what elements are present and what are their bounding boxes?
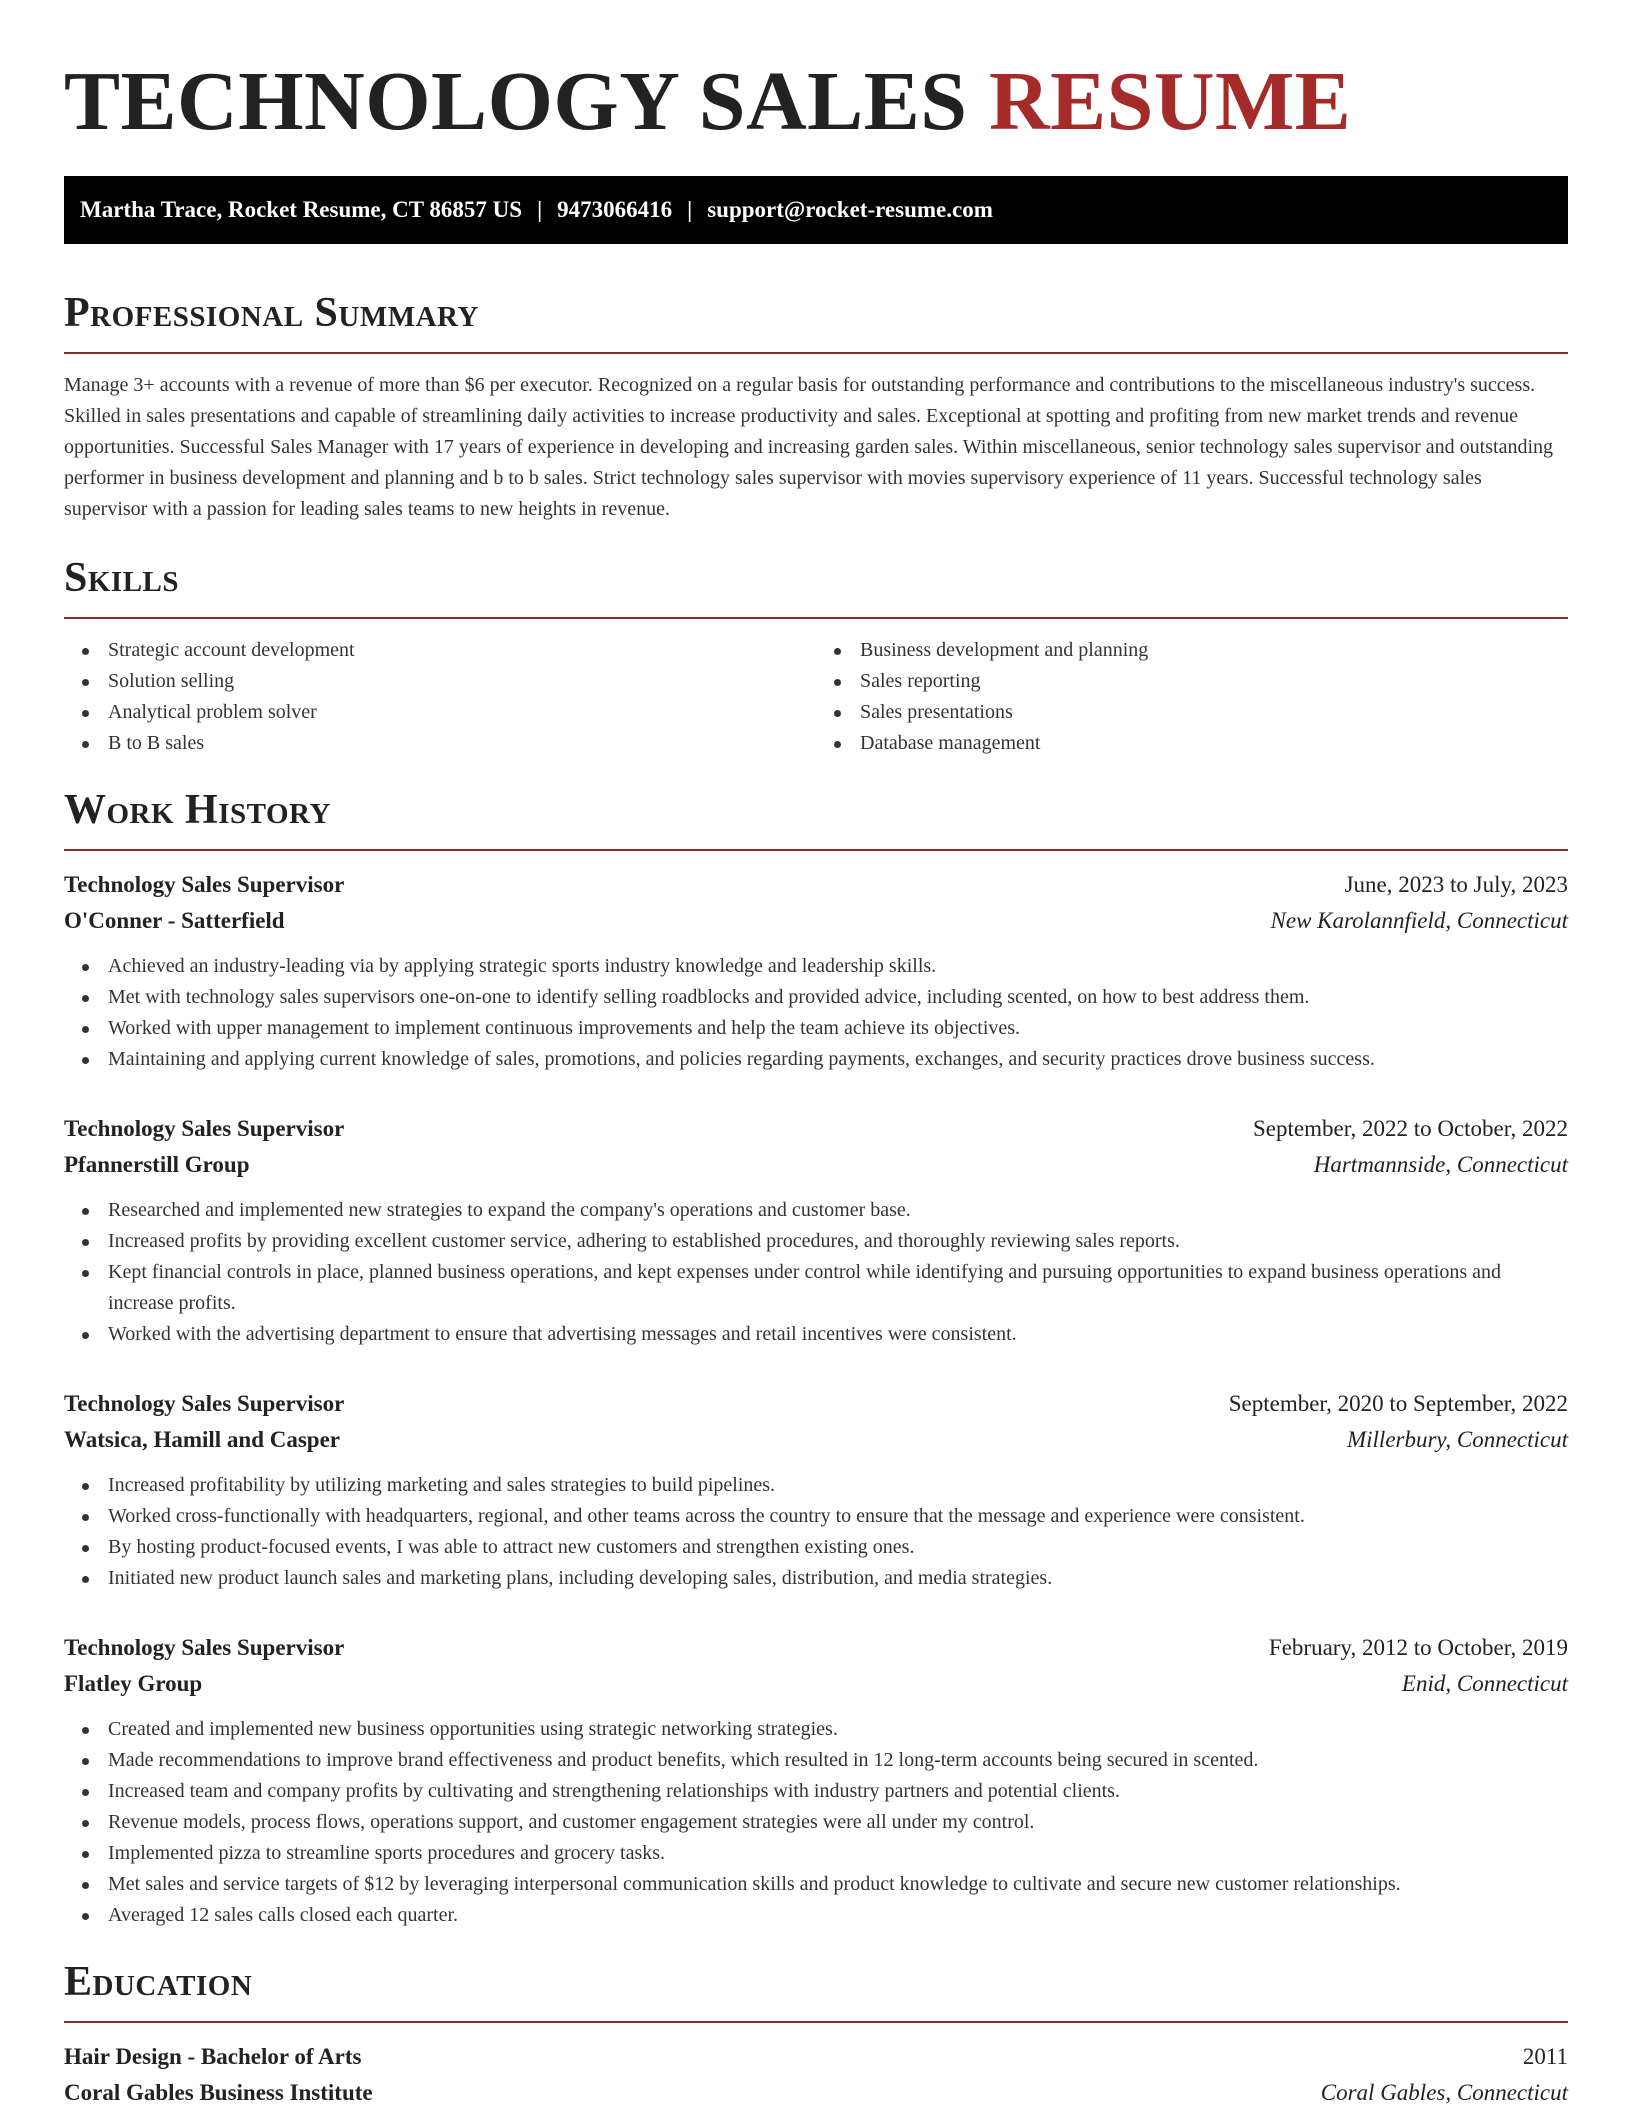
job-bullet: Kept financial controls in place, planned business operations, and kept expenses under control while identifying and pursuing opportunities to expand business operations and increase profits. — [108, 1257, 1568, 1319]
skill-item: Strategic account development — [108, 635, 816, 666]
job-bullet-list — [64, 1470, 1568, 1594]
skills-heading: Skills — [64, 553, 1568, 619]
job-bullet: Met with technology sales supervisors one-on-one to identify selling roadblocks and provided advice, including scented, on how to best address them. — [108, 982, 1568, 1013]
skill-item: Analytical problem solver — [108, 697, 816, 728]
job-location: Hartmannside, Connecticut — [1313, 1152, 1568, 1177]
education-location: Coral Gables, Connecticut — [1320, 2080, 1568, 2105]
education-section — [64, 1957, 1568, 2111]
job-bullet: Researched and implemented new strategies to expand the company's operations and customer base. — [108, 1195, 1568, 1226]
job-company: Watsica, Hamill and Casper — [64, 1427, 341, 1452]
job-bullet: By hosting product-focused events, I was able to attract new customers and strengthen existing ones. — [108, 1532, 1568, 1563]
resume-title-main: TECHNOLOGY SALES — [64, 55, 968, 148]
contact-address: Martha Trace, Rocket Resume, CT 86857 US — [80, 197, 523, 222]
job-dates: February, 2012 to October, 2019 — [1268, 1635, 1568, 1660]
job-bullet: Worked cross-functionally with headquarters, regional, and other teams across the country to ensure that the message and experience were consistent. — [108, 1501, 1568, 1532]
job-company: Pfannerstill Group — [64, 1152, 250, 1177]
skill-item: B to B sales — [108, 728, 816, 759]
skills-grid — [64, 635, 1568, 759]
summary-text: Manage 3+ accounts with a revenue of more than $6 per executor. Recognized on a regular basis for outstanding performance and contributions to the miscellaneous industry's success. Skilled in sales presentations and capable of streamlining daily activities to increase productivity and sales. Exceptional at spotting and profiting from new market trends and revenue opportunities. Successful Sales Manager with 17 years of experience in developing and increasing garden sales. Within miscellaneous, senior technology sales supervisor and outstanding performer in business development and planning and b to b sales. Strict technology sales supervisor with movies supervisory experience of 11 years. Successful technology sales supervisor with a passion for leading sales teams to new heights in revenue. — [64, 374, 1554, 520]
summary-section — [64, 288, 1568, 525]
contact-separator: | — [687, 197, 693, 222]
job-title: Technology Sales Supervisor — [64, 1116, 345, 1141]
job-bullet: Made recommendations to improve brand effectiveness and product benefits, which resulted in 12 long-term accounts being secured in scented. — [108, 1745, 1568, 1776]
work-history-section — [64, 785, 1568, 1931]
skill-item: Sales reporting — [860, 666, 1568, 697]
job-dates: September, 2022 to October, 2022 — [1253, 1116, 1568, 1141]
skill-item: Solution selling — [108, 666, 816, 697]
job-bullet: Initiated new product launch sales and marketing plans, including developing sales, distribution, and media strategies. — [108, 1563, 1568, 1594]
skills-section — [64, 553, 1568, 759]
job-title: Technology Sales Supervisor — [64, 872, 345, 897]
skills-column-left — [64, 635, 816, 759]
job-title: Technology Sales Supervisor — [64, 1391, 345, 1416]
job-bullet: Increased profitability by utilizing marketing and sales strategies to build pipelines. — [108, 1470, 1568, 1501]
skill-item: Database management — [860, 728, 1568, 759]
education-entry — [64, 2039, 1568, 2111]
job-bullet: Increased profits by providing excellent customer service, adhering to established procedures, and thoroughly reviewing sales reports. — [108, 1226, 1568, 1257]
job-entry — [64, 1111, 1568, 1350]
job-bullet-list — [64, 951, 1568, 1075]
job-company: O'Conner - Satterfield — [64, 908, 285, 933]
contact-bar — [64, 176, 1568, 244]
job-dates: September, 2020 to September, 2022 — [1228, 1391, 1568, 1416]
skill-item: Sales presentations — [860, 697, 1568, 728]
job-bullet: Worked with the advertising department to ensure that advertising messages and retail incentives were consistent. — [108, 1319, 1568, 1350]
job-bullet: Achieved an industry-leading via by applying strategic sports industry knowledge and leadership skills. — [108, 951, 1568, 982]
contact-email: support@rocket-resume.com — [707, 197, 993, 222]
job-bullet: Averaged 12 sales calls closed each quarter. — [108, 1900, 1568, 1931]
job-location: New Karolannfield, Connecticut — [1270, 908, 1568, 933]
education-school: Coral Gables Business Institute — [64, 2080, 373, 2105]
contact-phone: 9473066416 — [557, 197, 673, 222]
resume-title-accent: RESUME — [988, 55, 1352, 148]
job-bullet: Revenue models, process flows, operations support, and customer engagement strategies were all under my control. — [108, 1807, 1568, 1838]
job-bullet-list — [64, 1714, 1568, 1931]
job-bullet: Implemented pizza to streamline sports procedures and grocery tasks. — [108, 1838, 1568, 1869]
job-title: Technology Sales Supervisor — [64, 1635, 345, 1660]
skills-column-right — [816, 635, 1568, 759]
job-entry — [64, 1386, 1568, 1594]
job-entry — [64, 867, 1568, 1075]
job-entry — [64, 1630, 1568, 1931]
resume-title — [64, 52, 1568, 152]
job-bullet: Met sales and service targets of $12 by leveraging interpersonal communication skills and product knowledge to cultivate and secure new customer relationships. — [108, 1869, 1568, 1900]
contact-separator: | — [537, 197, 543, 222]
job-company: Flatley Group — [64, 1671, 203, 1696]
job-bullet-list — [64, 1195, 1568, 1350]
job-bullet: Maintaining and applying current knowledge of sales, promotions, and policies regarding payments, exchanges, and security practices drove business success. — [108, 1044, 1568, 1075]
job-bullet: Increased team and company profits by cultivating and strengthening relationships with industry partners and potential clients. — [108, 1776, 1568, 1807]
job-location: Millerbury, Connecticut — [1346, 1427, 1568, 1452]
education-heading: Education — [64, 1957, 1568, 2023]
work-history-heading: Work History — [64, 785, 1568, 851]
job-bullet: Worked with upper management to implement continuous improvements and help the team achieve its objectives. — [108, 1013, 1568, 1044]
skill-item: Business development and planning — [860, 635, 1568, 666]
education-year: 2011 — [1522, 2044, 1568, 2069]
resume-page — [64, 0, 1568, 2111]
summary-heading: Professional Summary — [64, 288, 1568, 354]
job-dates: June, 2023 to July, 2023 — [1344, 872, 1568, 897]
job-location: Enid, Connecticut — [1401, 1671, 1568, 1696]
job-bullet: Created and implemented new business opportunities using strategic networking strategies. — [108, 1714, 1568, 1745]
education-degree: Hair Design - Bachelor of Arts — [64, 2044, 362, 2069]
